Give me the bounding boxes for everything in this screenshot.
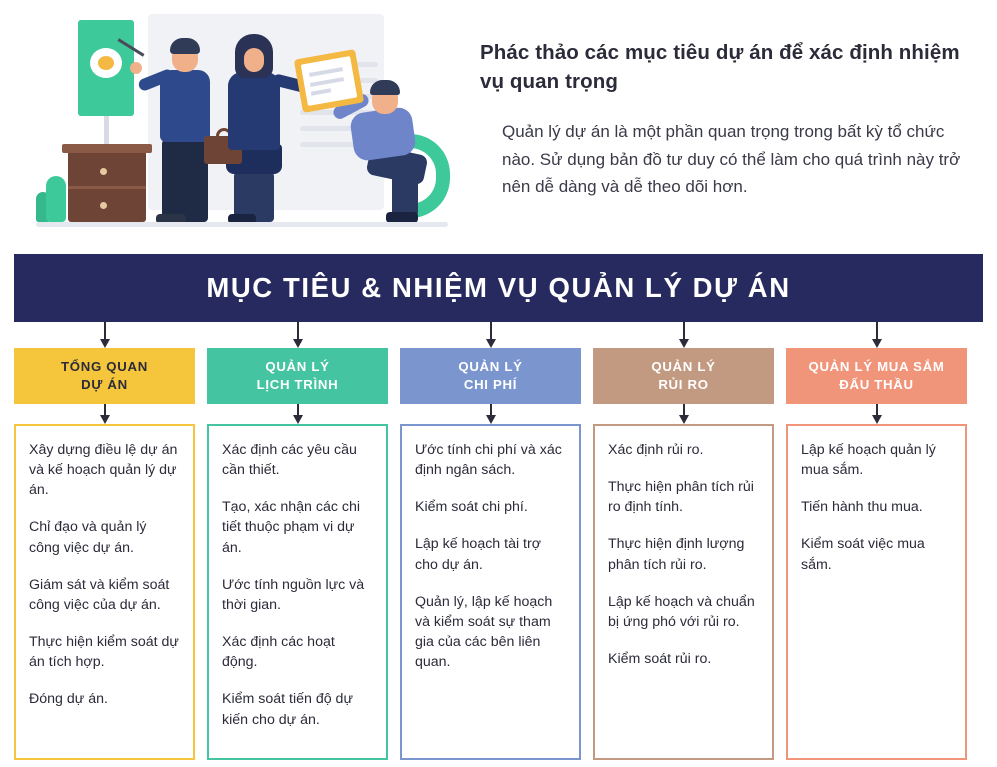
- down-arrow-icon: [870, 404, 884, 424]
- column-header-line: DỰ ÁN: [81, 377, 128, 392]
- column-2: [207, 322, 388, 760]
- column-header-line: ĐẤU THẦU: [839, 377, 914, 392]
- column-card-1: [14, 424, 195, 760]
- column-4: [593, 322, 774, 760]
- list-item: Đóng dự án.: [29, 691, 108, 708]
- person-two-body-icon: [228, 72, 280, 150]
- list-item: Lập kế hoạch quản lý mua sắm.: [801, 442, 936, 479]
- person-one-legs-icon: [162, 138, 208, 222]
- list-item: Tiến hành thu mua.: [801, 499, 923, 516]
- banner-title: MỤC TIÊU & NHIỆM VỤ QUẢN LÝ DỰ ÁN: [206, 272, 791, 303]
- intro-text-block: [470, 0, 997, 201]
- list-item: Ước tính nguồn lực và thời gian.: [222, 576, 365, 613]
- list-item: Kiểm soát việc mua sắm.: [801, 536, 925, 573]
- column-header-line: QUẢN LÝ: [265, 359, 330, 375]
- list-item: Xác định các yêu cầu cần thiết.: [222, 442, 357, 479]
- down-arrow-icon: [98, 322, 112, 348]
- cabinet-divider-icon: [68, 186, 146, 189]
- person-one-hair-icon: [170, 38, 200, 54]
- down-arrow-icon: [677, 404, 691, 424]
- column-header-line: QUẢN LÝ: [651, 359, 716, 375]
- list-item: Chỉ đạo và quản lý công việc dự án.: [29, 519, 147, 556]
- column-3: [400, 322, 581, 760]
- down-arrow-icon: [291, 322, 305, 348]
- page-title: Phác thảo các mục tiêu dự án để xác định nhiệm vụ quan trọng: [480, 41, 960, 94]
- column-header-line: RỦI RO: [658, 377, 709, 392]
- column-5: [786, 322, 967, 760]
- column-card-2: [207, 424, 388, 760]
- list-item: Xác định rủi ro.: [608, 442, 704, 458]
- column-header-1[interactable]: [14, 348, 195, 404]
- header-section: [0, 0, 997, 248]
- team-illustration: [0, 0, 470, 248]
- list-item: Quản lý, lập kế hoạch và kiểm soát sự tham gia của các bên liên quan.: [415, 593, 553, 671]
- column-card-4: [593, 424, 774, 760]
- list-item: Tạo, xác nhận các chi tiết thuộc phạm vi dự án.: [222, 499, 361, 556]
- list-item: Thực hiện định lượng phân tích rủi ro.: [608, 536, 745, 573]
- list-item: Lập kế hoạch tài trợ cho dự án.: [415, 536, 542, 573]
- column-header-line: LỊCH TRÌNH: [256, 377, 339, 392]
- column-card-5: [786, 424, 967, 760]
- floor-line-icon: [36, 222, 448, 227]
- list-item: Ước tính chi phí và xác định ngân sách.: [415, 442, 562, 479]
- main-banner: [14, 254, 983, 322]
- down-arrow-icon: [484, 322, 498, 348]
- list-item: Thực hiện kiểm soát dự án tích hợp.: [29, 634, 179, 671]
- column-header-line: QUẢN LÝ MUA SẮM: [808, 359, 945, 375]
- list-item: Thực hiện phân tích rủi ro định tính.: [608, 479, 754, 516]
- person-three-body-icon: [349, 106, 417, 162]
- cabinet-top-icon: [62, 144, 152, 153]
- column-header-line: TỔNG QUAN: [61, 359, 148, 375]
- list-item: Kiểm soát rủi ro.: [608, 651, 712, 668]
- list-item: Kiểm soát chi phí.: [415, 499, 528, 516]
- column-header-line: QUẢN LÝ: [458, 359, 523, 375]
- cabinet-knob-icon: [100, 168, 107, 175]
- list-item: Giám sát và kiểm soát công việc của dự án.: [29, 576, 170, 613]
- column-header-2[interactable]: [207, 348, 388, 404]
- list-item: Xây dựng điều lệ dự án và kế hoạch quản lý dự án.: [29, 442, 178, 499]
- column-card-3: [400, 424, 581, 760]
- list-item: Xác định các hoạt động.: [222, 634, 335, 671]
- intro-paragraph: Quản lý dự án là một phần quan trọng trong bất kỳ tổ chức nào. Sử dụng bản đồ tư duy có thể làm cho quá trình này trở nên dễ dàng và dễ theo dõi hơn.: [502, 122, 961, 197]
- column-1: [14, 322, 195, 760]
- list-item: Lập kế hoạch và chuẩn bị ứng phó với rủi ro.: [608, 593, 755, 630]
- column-header-5[interactable]: [786, 348, 967, 404]
- board-accent-icon: [98, 56, 114, 70]
- column-header-4[interactable]: [593, 348, 774, 404]
- person-one-hand-icon: [130, 62, 142, 74]
- down-arrow-icon: [484, 404, 498, 424]
- down-arrow-icon: [291, 404, 305, 424]
- cabinet-knob-icon: [100, 202, 107, 209]
- down-arrow-icon: [98, 404, 112, 424]
- down-arrow-icon: [870, 322, 884, 348]
- person-two-face-icon: [244, 48, 264, 72]
- columns-container: [14, 322, 983, 760]
- down-arrow-icon: [677, 322, 691, 348]
- column-header-line: CHI PHÍ: [463, 377, 518, 392]
- plant-icon: [46, 176, 66, 222]
- column-header-3[interactable]: [400, 348, 581, 404]
- list-item: Kiểm soát tiến độ dự kiến cho dự án.: [222, 691, 353, 728]
- person-three-hair-icon: [370, 80, 400, 95]
